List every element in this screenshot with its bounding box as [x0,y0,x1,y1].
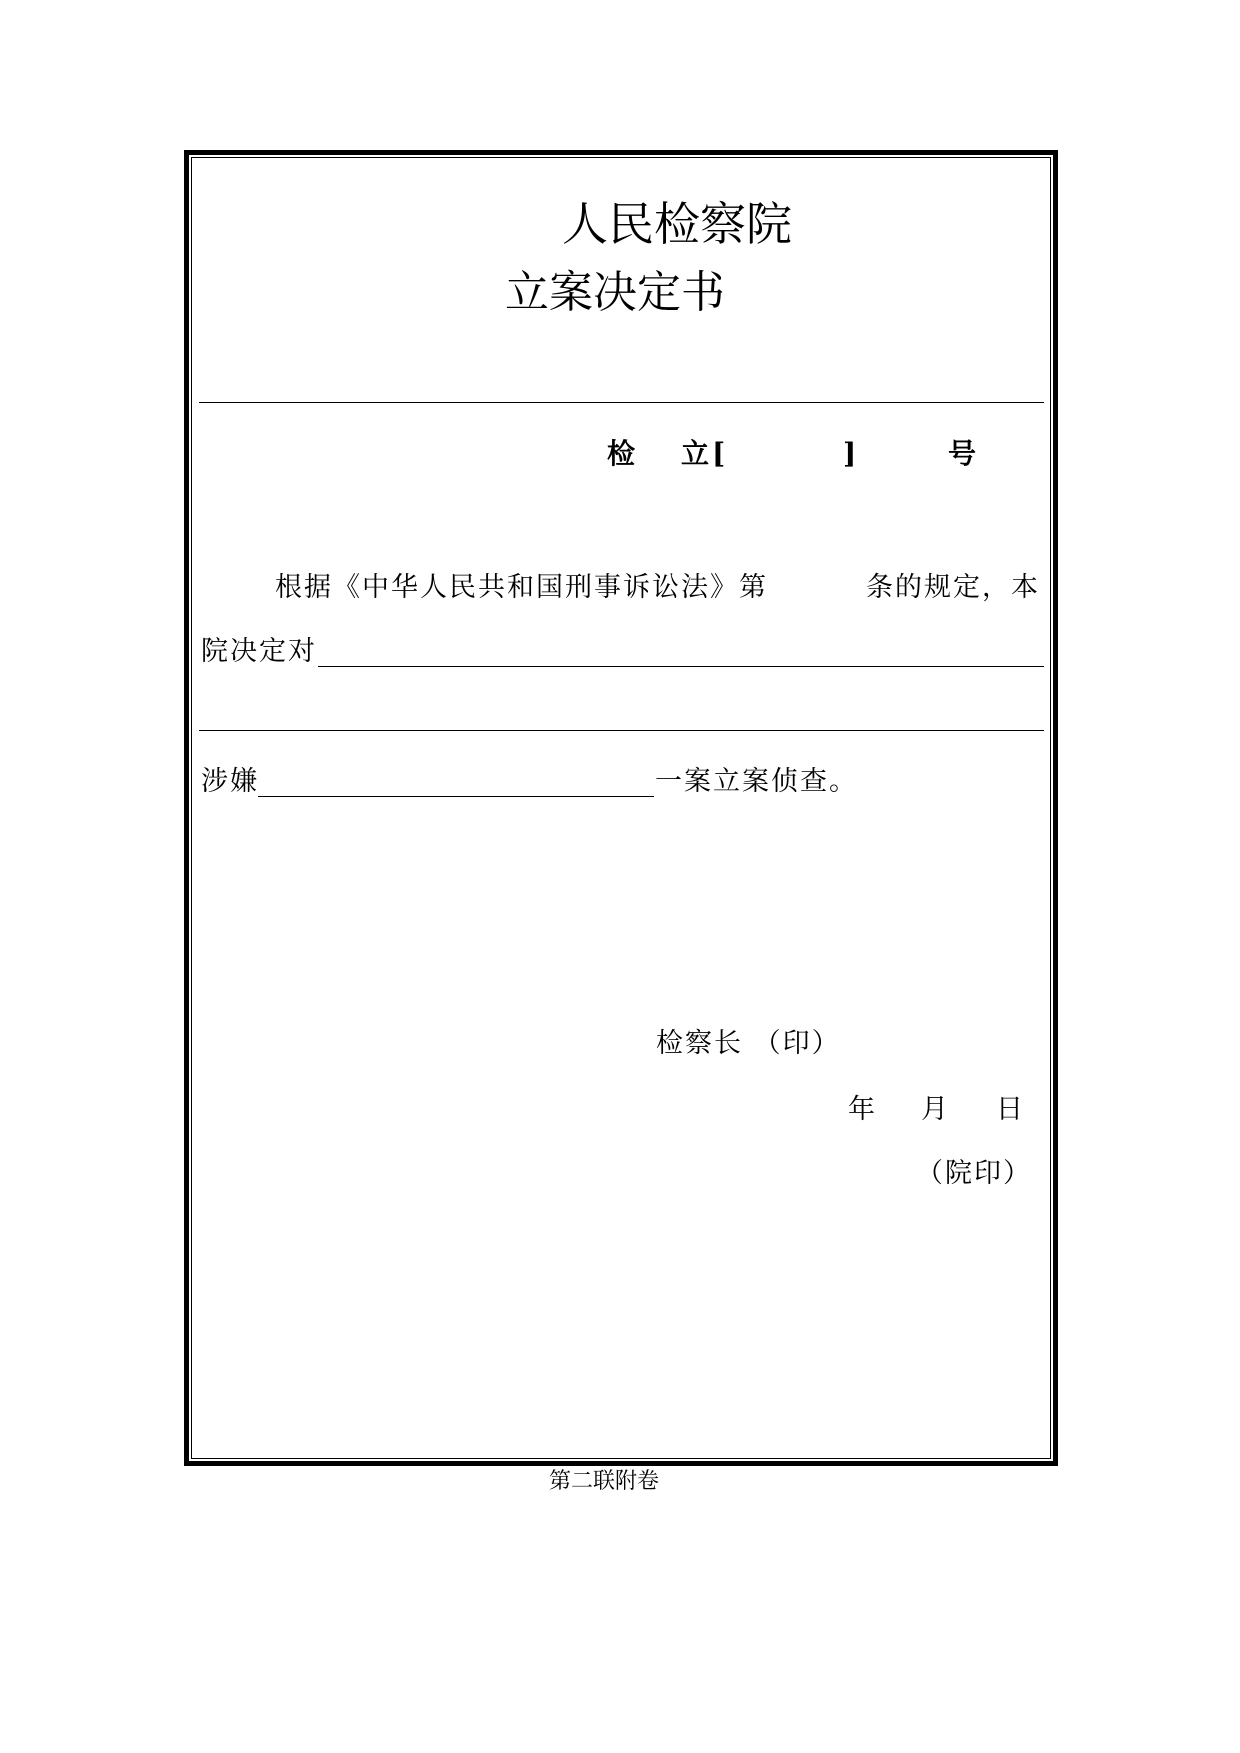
date-year: 年 [848,1094,877,1125]
doc-number-hao: 号 [948,437,977,470]
paragraph-decision: 院决定对 [201,636,317,667]
paragraph-case-filed: 一案立案侦查。 [655,766,858,797]
doc-number-jian: 检 [607,437,636,470]
copy-label-footer: 第二联附卷 [549,1469,660,1494]
document-title-decision: 立案决定书 [505,267,725,318]
doc-number-li: 立 [681,437,710,470]
doc-number-bracket-close: ] [843,437,857,470]
chief-prosecutor-seal: 检察长 （印） [656,1028,841,1059]
paragraph-article-rule: 条的规定，本 [866,572,1040,603]
subject-blank-line [318,666,1044,667]
charge-blank-line [258,796,654,797]
header-divider [199,402,1044,403]
subject-blank-line-2 [199,730,1044,731]
paragraph-suspected: 涉嫌 [201,766,259,797]
document-title-procuratorate: 人民检察院 [562,197,792,251]
doc-number-bracket-open: [ [712,437,726,470]
date-day: 日 [996,1094,1025,1125]
form-inner-border [191,157,1051,1459]
paragraph-law-reference: 根据《中华人民共和国刑事诉讼法》第 [275,572,768,603]
court-seal: （院印） [916,1158,1032,1189]
date-month: 月 [921,1094,950,1125]
